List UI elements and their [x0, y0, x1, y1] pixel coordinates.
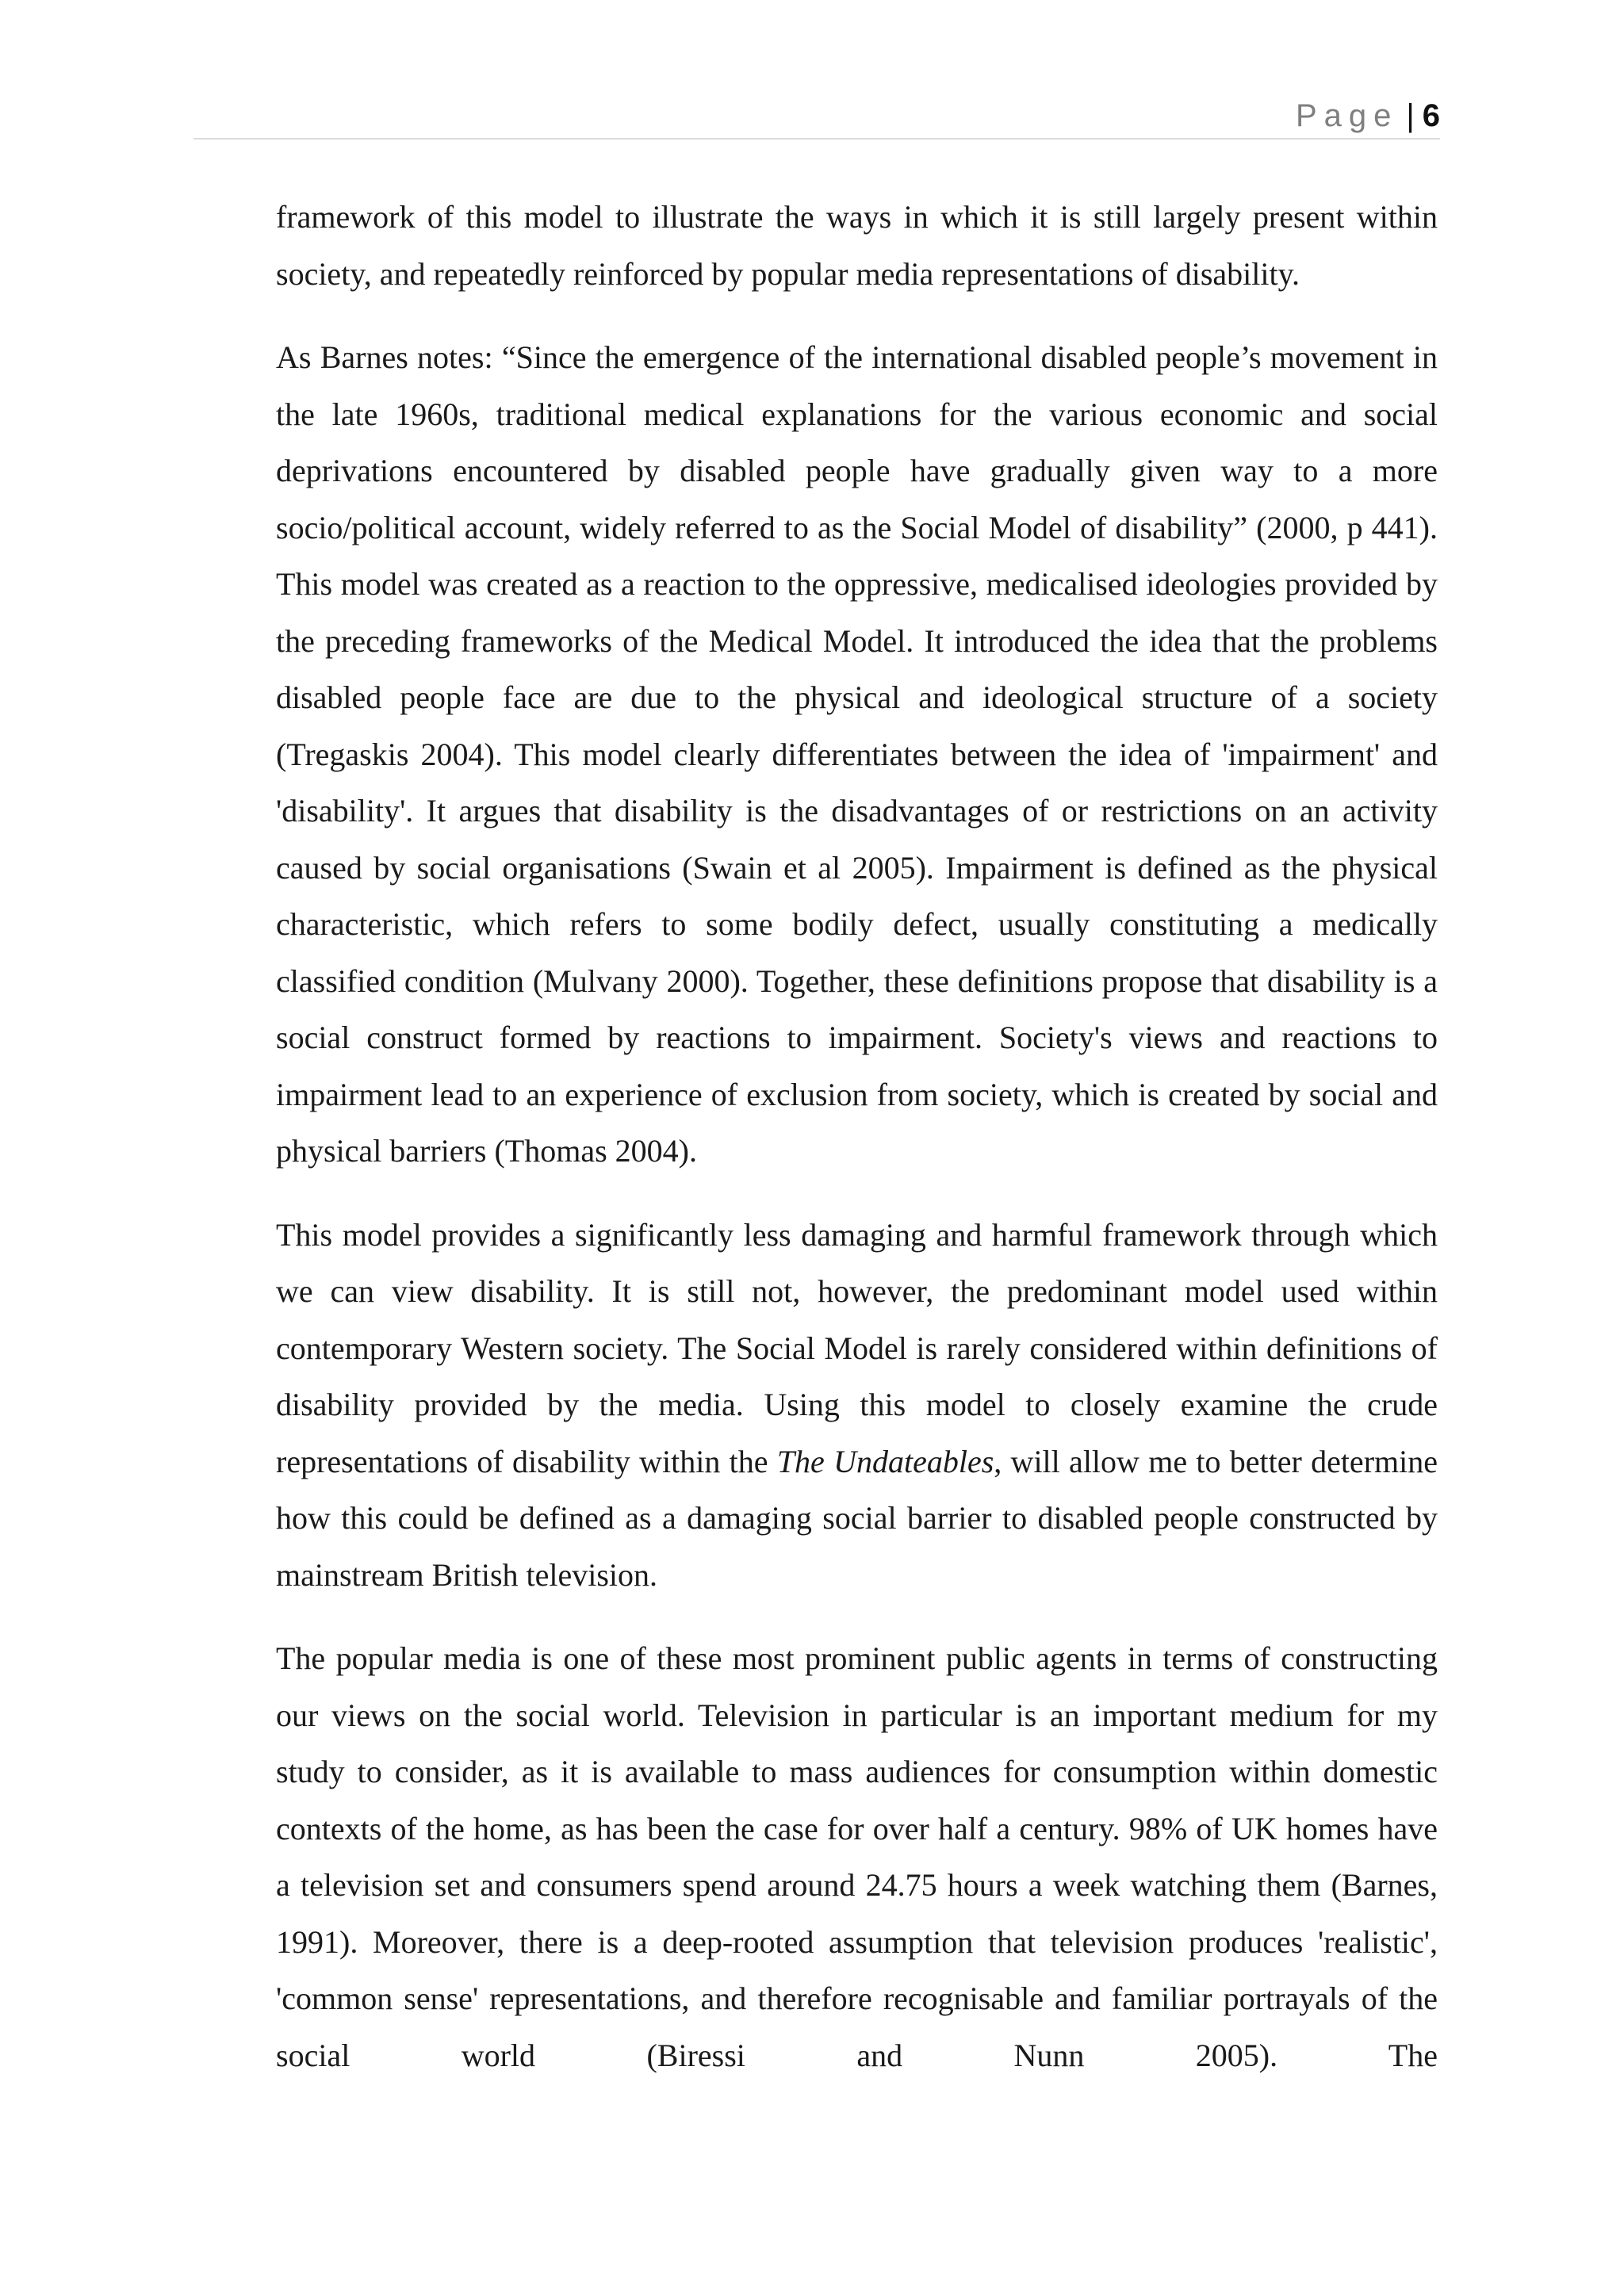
paragraph-4: The popular media is one of these most prominent public agents in terms of constructing our views on the social world. Television in particular is an important medium for my study to consider, as it is available to mass audiences for consumption within domestic contexts of the home, as has been the case for over half a century. 98% of UK homes have a television set and consumers spend around 24.75 hours a week watching them (Barnes, 1991). Moreover, there is a deep-rooted assumption that television produces 'realistic', 'common sense' representations, and therefore recognisable and familiar portrayals of the social world (Biressi and Nunn 2005). The	[276, 1640, 1438, 2073]
page-label: Page	[1295, 98, 1399, 133]
header-rule	[193, 138, 1440, 140]
page-separator: |	[1406, 98, 1415, 133]
body-text	[276, 189, 1438, 2110]
paragraph-3-text-after: , will allow me to better determine how this could be defined as a damaging social barrier to disabled people constructed by mainstream British television.	[276, 1443, 1438, 1593]
page-number: 6	[1422, 98, 1440, 133]
show-title: The Undateables	[776, 1443, 994, 1479]
paragraph-3-text-before: This model provides a significantly less damaging and harmful framework through which we can view disability. It is still not, however, the predominant model used within contemporary Western society. The Social Model is rarely considered within definitions of disability provided by the media. Using this model to closely examine the crude representations of disability within the	[276, 1216, 1438, 1479]
paragraph-1: framework of this model to illustrate the ways in which it is still largely present within society, and repeatedly reinforced by popular media representations of disability.	[276, 199, 1438, 292]
paragraph-3	[276, 1207, 1438, 1604]
paragraph-2: As Barnes notes: “Since the emergence of the international disabled people’s movement in the late 1960s, traditional medical explanations for the various economic and social deprivations encountered by disabled people have gradually given way to a more socio/political account, widely referred to as the Social Model of disability” (2000, p 441). This model was created as a reaction to the oppressive, medicalised ideologies provided by the preceding frameworks of the Medical Model. It introduced the idea that the problems disabled people face are due to the physical and ideological structure of a society (Tregaskis 2004). This model clearly differentiates between the idea of 'impairment' and 'disability'. It argues that disability is the disadvantages of or restrictions on an activity caused by social organisations (Swain et al 2005). Impairment is defined as the physical characteristic, which refers to some bodily defect, usually constituting a medically classified condition (Mulvany 2000). Together, these definitions propose that disability is a social construct formed by reactions to impairment. Society's views and reactions to impairment lead to an experience of exclusion from society, which is created by social and physical barriers (Thomas 2004).	[276, 339, 1438, 1169]
page-header	[1296, 92, 1440, 140]
